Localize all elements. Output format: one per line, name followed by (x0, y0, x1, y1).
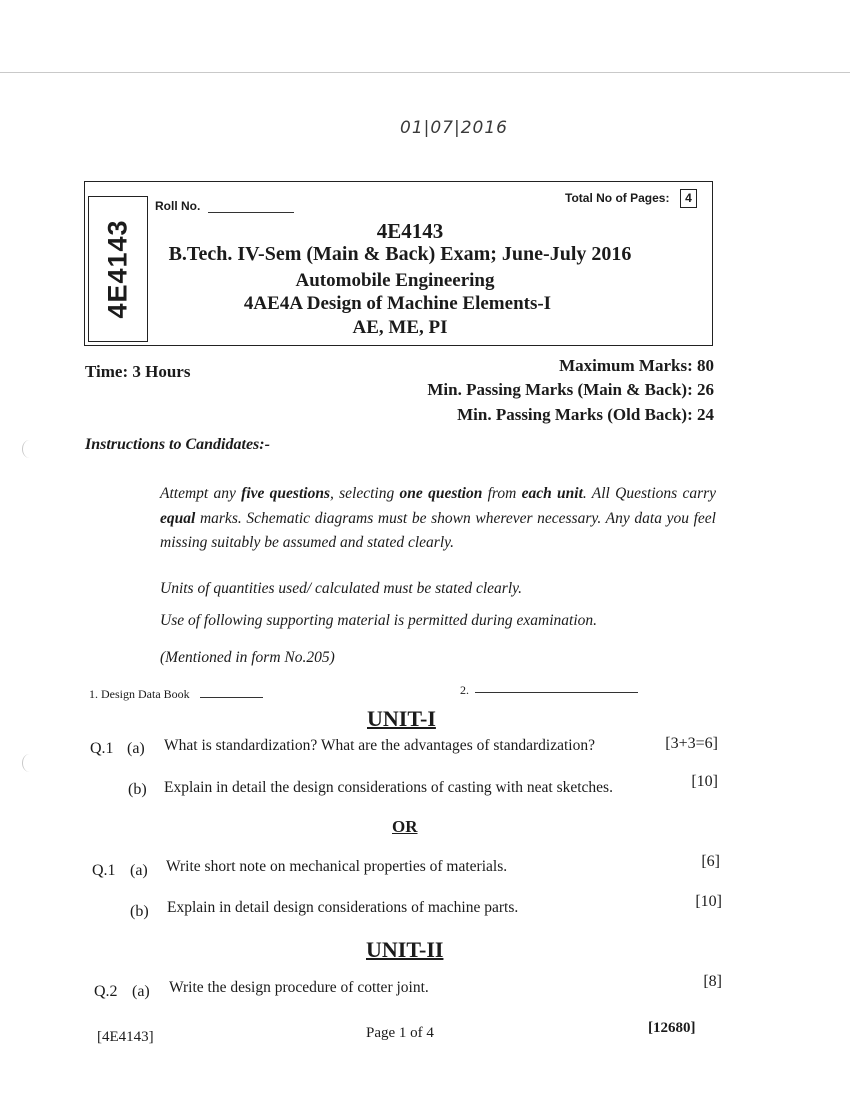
instructions-material: Use of following supporting material is permitted during examination. (160, 612, 598, 629)
footer-page-number: Page 1 of 4 (366, 1025, 434, 1041)
roll-number-label: Roll No. (155, 199, 201, 213)
instructions-paragraph: Attempt any five questions, selecting one question from each unit. All Questions carry equal marks. Schematic diagrams must be shown wherever necessary. Any data you feel missing suitably be assumed and stated clearly. (160, 485, 717, 551)
question-text: What is standardization? What are the advantages of standardization? (164, 737, 595, 754)
paper-code: 4E4143 (376, 219, 444, 243)
question-number: Q.1 (92, 862, 116, 879)
punch-hole-top (22, 440, 37, 458)
question-part: (b) (130, 903, 149, 920)
roll-number-blank (208, 212, 294, 213)
footer-paper-code: [4E4143] (97, 1029, 154, 1045)
question-text: Explain in detail design considerations of machine parts. (167, 899, 519, 916)
footer-serial-number: [12680] (648, 1020, 696, 1036)
instructions-form: (Mentioned in form No.205) (160, 649, 335, 666)
exam-duration: Time: 3 Hours (85, 362, 191, 381)
vertical-code-box (88, 196, 148, 342)
supporting-material-1: 1. Design Data Book (89, 687, 190, 701)
subject-title: 4AE4A Design of Machine Elements-I (243, 293, 552, 314)
supporting-material-2: 2. (460, 683, 469, 697)
total-pages-label: Total No of Pages: (565, 191, 670, 205)
question-part: (a) (127, 740, 145, 757)
vertical-paper-code: 4E4143 (102, 219, 133, 319)
passing-marks-main: Min. Passing Marks (Main & Back): 26 (427, 380, 714, 399)
passing-marks-old: Min. Passing Marks (Old Back): 24 (457, 405, 714, 424)
question-part: (a) (132, 983, 150, 1000)
supporting-material-2-blank (475, 692, 638, 693)
branch-title: Automobile Engineering (295, 270, 495, 291)
question-text: Write short note on mechanical properties of materials. (166, 858, 508, 875)
question-marks: [8] (703, 973, 722, 990)
question-marks: [10] (695, 893, 722, 910)
instructions-heading: Instructions to Candidates:- (85, 436, 270, 453)
question-text: Write the design procedure of cotter joint. (169, 979, 429, 996)
question-number: Q.1 (90, 740, 114, 757)
unit-1-heading: UNIT-I (367, 706, 436, 731)
question-marks: [6] (701, 853, 720, 870)
streams-title: AE, ME, PI (352, 317, 448, 338)
unit-2-heading: UNIT-II (366, 937, 444, 962)
total-pages-value: 4 (680, 189, 697, 208)
question-marks: [10] (691, 773, 718, 790)
question-part: (a) (130, 862, 148, 879)
or-separator: OR (392, 817, 418, 836)
handwritten-date: 01|07|2016 (400, 118, 508, 138)
exam-title: B.Tech. IV-Sem (Main & Back) Exam; June-July 2016 (168, 243, 632, 265)
question-part: (b) (128, 781, 147, 798)
question-marks: [3+3=6] (665, 735, 718, 752)
instructions-units: Units of quantities used/ calculated must be stated clearly. (160, 580, 523, 597)
punch-hole-bottom (22, 754, 37, 772)
page-top-edge (0, 72, 850, 73)
maximum-marks: Maximum Marks: 80 (559, 356, 714, 375)
question-number: Q.2 (94, 983, 118, 1000)
supporting-material-1-blank (200, 697, 263, 698)
question-text: Explain in detail the design considerations of casting with neat sketches. (164, 779, 613, 796)
